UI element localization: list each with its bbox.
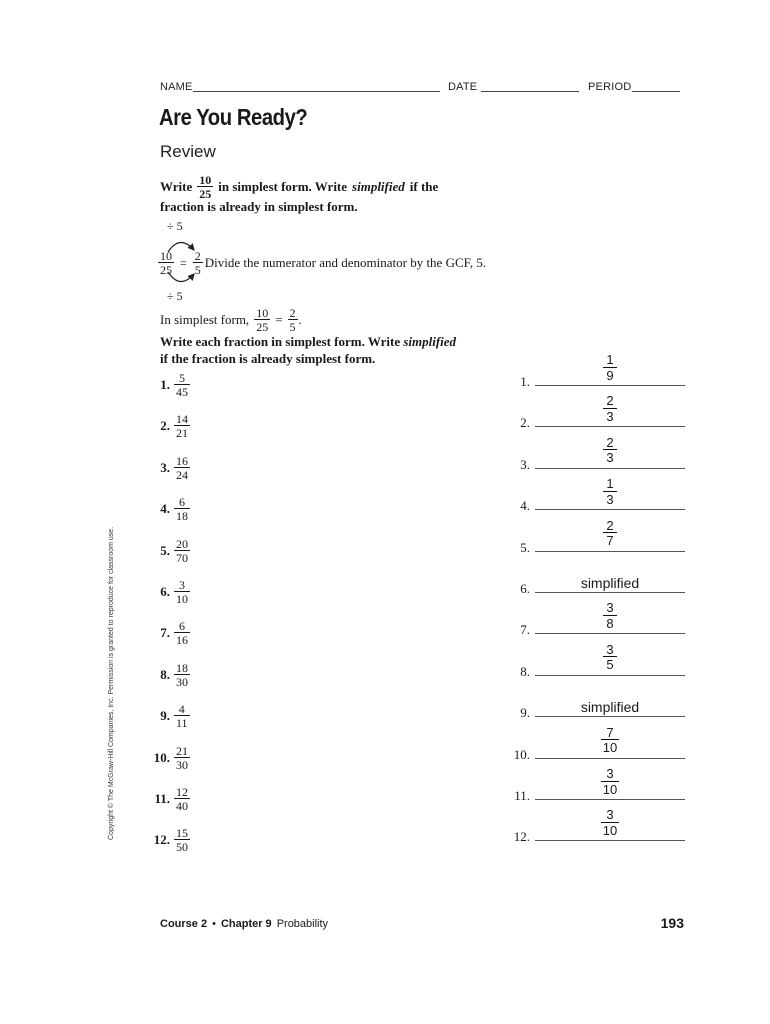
answer-fraction: $\frac{2}{3}$ (590, 394, 630, 423)
answer-fraction: $\frac{2}{3}$ (590, 436, 630, 465)
date-label: DATE (448, 81, 478, 93)
answer-number: 6. (520, 581, 530, 596)
problem-number: 11. (154, 791, 170, 806)
answer-number: 12. (513, 829, 530, 845)
problem-item (142, 703, 190, 729)
instructions-line2: if the fraction is already simplest form. (160, 351, 376, 366)
problem-fraction: $\frac{18}{30}$ (176, 660, 188, 689)
section-heading: Review (160, 142, 216, 161)
page-number: 193 (660, 915, 684, 931)
problem-item (142, 745, 190, 771)
problem-number: 10. (153, 749, 170, 765)
answer-number: 3. (520, 456, 530, 472)
divide-bottom-label: ÷ 5 (167, 289, 183, 303)
answer-line[interactable] (535, 551, 685, 552)
answer-number: 1. (520, 374, 530, 389)
problem-number: 3. (160, 459, 170, 475)
problem-fraction: $\frac{5}{45}$ (176, 371, 188, 399)
problem-item (142, 538, 190, 564)
period-label: PERIOD (588, 81, 632, 93)
answer-number: 8. (520, 663, 530, 679)
problem-number: 6. (160, 584, 170, 599)
answer-line[interactable] (535, 509, 685, 510)
answer-line[interactable] (535, 426, 685, 427)
problem-number: 1. (160, 377, 170, 392)
answer-line[interactable] (535, 675, 685, 676)
answer-line[interactable] (535, 840, 685, 841)
problem-fraction: $\frac{4}{11}$ (176, 702, 188, 731)
answer-line[interactable] (535, 716, 685, 717)
worked-example: $\frac{10}{25}$ = $\frac{2}{5}$ Divide the numerator and denominator by the GCF, 5. (160, 249, 487, 277)
problem-item (142, 413, 190, 439)
example-intro: Write $\frac{10}{25}$ in simplest form. Write simplified if the (160, 173, 439, 201)
answer-number: 4. (520, 498, 530, 514)
problem-item (142, 455, 190, 481)
answer-line[interactable] (535, 799, 685, 800)
name-label: NAME (160, 81, 193, 93)
answer-fraction: $\frac{3}{5}$ (590, 643, 630, 672)
answer-fraction: $\frac{7}{10}$ (602, 724, 618, 756)
answer-line[interactable] (535, 758, 685, 759)
problem-fraction: $\frac{16}{24}$ (176, 453, 188, 482)
problem-number: 2. (160, 418, 170, 434)
problem-item (142, 662, 190, 688)
problem-item (142, 827, 190, 853)
footer-course: Course 2 • Chapter 9 Probability (160, 918, 329, 930)
answer-fraction: $\frac{1}{9}$ (590, 353, 630, 382)
period-line[interactable] (632, 91, 680, 92)
answer-line[interactable] (535, 633, 685, 634)
problem-number: 5. (160, 542, 170, 558)
problem-fraction: $\frac{12}{40}$ (176, 785, 188, 813)
problem-fraction: $\frac{6}{18}$ (176, 495, 188, 524)
problem-number: 9. (160, 708, 170, 724)
problem-fraction: $\frac{3}{10}$ (176, 578, 188, 606)
answer-fraction: $\frac{3}{8}$ (590, 601, 630, 630)
answer-line[interactable] (535, 468, 685, 469)
copyright-notice: Copyright © The McGraw-Hill Companies, Inc. Permission is granted to reproduce for classroom use. (108, 526, 115, 840)
example-result: In simplest form, $\frac{10}{25}$ = $\frac{2}{5}$ . (160, 306, 302, 334)
answer-fraction: $\frac{3}{10}$ (602, 766, 618, 797)
problem-fraction: $\frac{14}{21}$ (176, 412, 188, 441)
example-left-fraction: $\frac{10}{25}$ (160, 249, 172, 277)
example-right-fraction: $\frac{2}{5}$ (194, 249, 201, 277)
answer-text: simplified (580, 575, 640, 591)
answer-number: 7. (520, 622, 530, 638)
problem-item (142, 372, 190, 398)
date-line[interactable] (481, 91, 579, 92)
answer-number: 9. (520, 705, 530, 721)
problem-item (142, 620, 190, 646)
page-title: Are You Ready? (159, 104, 308, 130)
answer-fraction: $\frac{3}{10}$ (602, 807, 618, 839)
problem-fraction: $\frac{6}{16}$ (176, 619, 188, 648)
problem-fraction: $\frac{15}{50}$ (176, 826, 188, 855)
problem-number: 4. (160, 501, 170, 517)
problem-number: 8. (160, 666, 170, 682)
answer-fraction: $\frac{2}{7}$ (590, 519, 630, 548)
answer-number: 11. (514, 788, 530, 803)
problem-item (142, 496, 190, 522)
example-fraction: $\frac{10}{25}$ (199, 173, 212, 201)
problem-fraction: $\frac{20}{70}$ (176, 536, 188, 565)
problem-number: 12. (153, 832, 170, 848)
example-explanation: Divide the numerator and denominator by the GCF, 5. (204, 255, 487, 270)
problem-item (142, 579, 190, 605)
example-intro-line2: fraction is already in simplest form. (160, 199, 358, 214)
answer-line[interactable] (535, 592, 685, 593)
name-line[interactable] (193, 91, 440, 92)
answer-number: 2. (520, 415, 530, 431)
answer-number: 5. (520, 539, 530, 555)
problem-number: 7. (160, 625, 170, 641)
instructions-line1: Write each fraction in simplest form. Write simplified (160, 334, 457, 349)
answer-fraction: $\frac{1}{3}$ (590, 477, 630, 506)
answer-line[interactable] (535, 385, 685, 386)
answer-number: 10. (513, 746, 530, 762)
problem-item (142, 786, 190, 812)
answer-text: simplified (580, 699, 640, 716)
divide-top-label: ÷ 5 (167, 219, 183, 233)
problem-fraction: $\frac{21}{30}$ (176, 743, 188, 772)
